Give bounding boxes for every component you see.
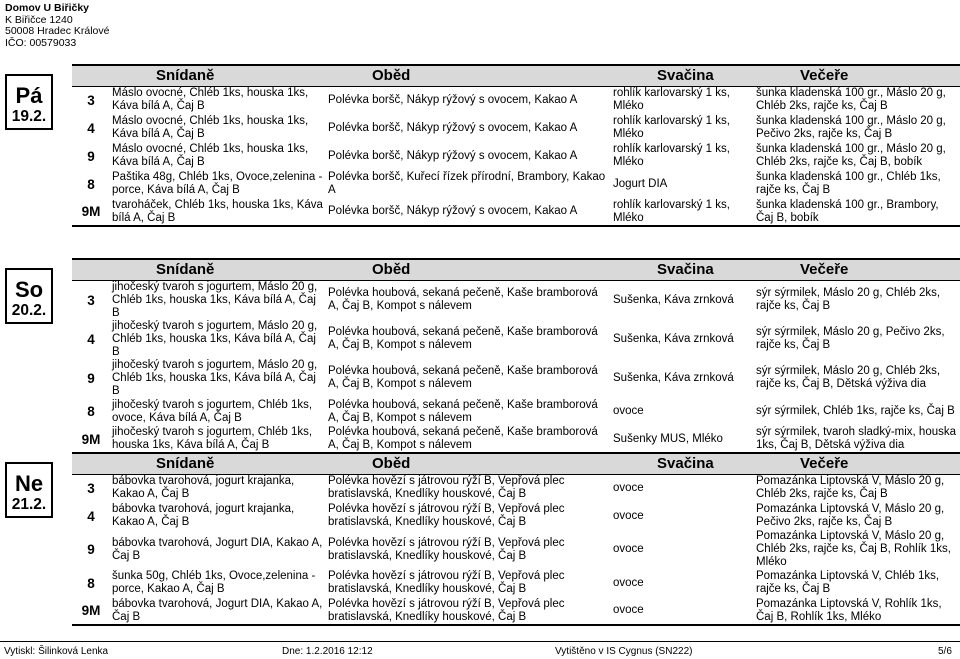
meal-obed: Polévka houbová, sekaná pečeně, Kaše bramborová A, Čaj B, Kompot s nálevem	[326, 426, 611, 454]
meal-snidane: jihočeský tvaroh s jogurtem, Máslo 20 g, Chléb 1ks, houska 1ks, Káva bílá A, Čaj B	[112, 319, 318, 358]
table-header-row	[72, 65, 960, 86]
diet-code: 8	[87, 575, 95, 591]
day-label	[5, 462, 53, 518]
meal-svacina: Sušenky MUS, Mléko	[611, 426, 754, 454]
meal-svacina: Sušenka, Káva zrnková	[613, 293, 734, 306]
meal-vecere: šunka kladenská 100 gr., Máslo 20 g, Chléb 2ks, rajče ks, Čaj B, bobík	[756, 143, 946, 168]
diet-code: 4	[87, 508, 95, 524]
table-row	[72, 359, 960, 398]
day-name: Ne	[14, 471, 44, 496]
meal-vecere: Pomazánka Liptovská V, Máslo 20 g, Chléb 2ks, rajče ks, Čaj B, Rohlík 1ks, Mléko	[756, 530, 951, 568]
header-code-cell	[72, 453, 110, 474]
meal-vecere: Pomazánka Liptovská V, Máslo 20 g, Chléb 2ks, rajče ks, Čaj B	[756, 475, 945, 501]
page-footer	[0, 641, 960, 659]
meal-obed: Polévka hovězí s játrovou rýží B, Vepřová plec bratislavská, Knedlíky houskové, Čaj B	[326, 597, 611, 625]
meal-obed: Polévka hovězí s játrovou rýží B, Vepřová plec bratislavská, Knedlíky houskové, Čaj B	[328, 503, 565, 528]
column-header: Večeře	[754, 259, 960, 280]
meal-vecere: Pomazánka Liptovská V, Chléb 1ks, rajče ks, Čaj B	[756, 570, 940, 595]
diet-code: 9	[87, 148, 95, 164]
diet-code: 3	[87, 292, 95, 308]
column-header: Oběd	[326, 453, 611, 474]
meal-svacina: ovoce	[611, 597, 754, 625]
meal-obed: Polévka houbová, sekaná pečeně, Kaše bramborová A, Čaj B, Kompot s nálevem	[328, 326, 598, 351]
table-header-row	[72, 259, 960, 280]
day-name: Pá	[15, 83, 43, 108]
diet-code: 3	[87, 480, 95, 496]
meal-vecere: šunka kladenská 100 gr., Brambory, Čaj B, bobík	[754, 198, 960, 226]
diet-code: 8	[87, 176, 95, 192]
table-row	[72, 474, 960, 502]
meal-obed: Polévka hovězí s játrovou rýží B, Vepřová plec bratislavská, Knedlíky houskové, Čaj B	[328, 570, 565, 595]
meal-obed: Polévka houbová, sekaná pečeně, Kaše bramborová A, Čaj B, Kompot s nálevem	[328, 365, 598, 390]
meal-snidane: Máslo ovocné, Chléb 1ks, houska 1ks, Káva bílá A, Čaj B	[112, 143, 309, 168]
column-header: Snídaně	[110, 453, 326, 474]
menu-table	[72, 64, 960, 227]
meal-obed: Polévka boršč, Kuřecí řízek přírodní, Brambory, Kakao A	[328, 171, 606, 196]
diet-code: 3	[87, 92, 95, 108]
column-header: Svačina	[611, 65, 754, 86]
meal-vecere: sýr sýrmilek, tvaroh sladký-mix, houska 1ks, Čaj B, Dětská výživa dia	[754, 426, 960, 454]
day-date: 21.2.	[11, 496, 47, 513]
meal-obed: Polévka hovězí s játrovou rýží B, Vepřová plec bratislavská, Knedlíky houskové, Čaj B	[328, 536, 565, 562]
day-label	[5, 268, 53, 324]
footer-page-number: 5/6	[938, 646, 952, 657]
meal-snidane: jihočeský tvaroh s jogurtem, Máslo 20 g, Chléb 1ks, houska 1ks, Káva bílá A, Čaj B	[112, 358, 318, 397]
meal-snidane: Máslo ovocné, Chléb 1ks, houska 1ks, Káva bílá A, Čaj B	[112, 115, 309, 140]
meal-obed: Polévka hovězí s játrovou rýží B, Vepřová plec bratislavská, Knedlíky houskové, Čaj B	[328, 475, 565, 501]
table-header-row	[72, 453, 960, 474]
table-row	[72, 170, 960, 198]
meal-svacina: ovoce	[613, 405, 644, 417]
table-row	[72, 398, 960, 426]
column-header: Svačina	[611, 259, 754, 280]
menu-table	[72, 258, 960, 455]
meal-vecere: sýr sýrmilek, Máslo 20 g, Chléb 2ks, rajče ks, Čaj B	[756, 287, 941, 312]
diet-code: 9	[87, 370, 95, 386]
day-label	[5, 74, 53, 130]
meal-snidane: bábovka tvarohová, Jogurt DIA, Kakao A, Čaj B	[110, 597, 326, 625]
header-code-cell	[72, 65, 110, 86]
footer-date: Dne: 1.2.2016 12:12	[282, 646, 373, 657]
meal-svacina: ovoce	[613, 576, 644, 589]
footer-printed-by: Vytiskl: Šilinková Lenka	[4, 646, 109, 657]
organization-ico: IČO: 00579033	[5, 36, 77, 49]
table-row	[72, 280, 960, 320]
meal-svacina: rohlík karlovarský 1 ks, Mléko	[613, 115, 730, 140]
meal-svacina: Jogurt DIA	[613, 177, 668, 190]
table-row	[72, 426, 960, 454]
meal-vecere: šunka kladenská 100 gr., Chléb 1ks, rajče ks, Čaj B	[756, 171, 941, 196]
diet-code: 4	[87, 120, 95, 136]
meal-snidane: Paštika 48g, Chléb 1ks, Ovoce,zelenina - porce, Káva bílá A, Čaj B	[112, 171, 323, 196]
meal-vecere: šunka kladenská 100 gr., Máslo 20 g, Pečivo 2ks, rajče ks, Čaj B	[756, 115, 946, 140]
organization-street: K Biřičce 1240	[5, 13, 73, 26]
meal-svacina: ovoce	[613, 509, 644, 522]
column-header: Snídaně	[110, 259, 326, 280]
table-row	[72, 114, 960, 142]
footer-system: Vytištěno v IS Cygnus (SN222)	[555, 646, 693, 657]
header-code-cell	[72, 259, 110, 280]
meal-snidane: tvaroháček, Chléb 1ks, houska 1ks, Káva bílá A, Čaj B	[110, 198, 326, 226]
meal-svacina: ovoce	[613, 481, 644, 494]
diet-code: 9M	[72, 597, 110, 625]
meal-obed: Polévka boršč, Nákyp rýžový s ovocem, Kakao A	[328, 93, 578, 106]
column-header: Večeře	[754, 453, 960, 474]
meal-obed: Polévka houbová, sekaná pečeně, Kaše bramborová A, Čaj B, Kompot s nálevem	[328, 398, 598, 424]
meal-vecere: sýr sýrmilek, Chléb 1ks, rajče ks, Čaj B	[756, 405, 955, 417]
meal-snidane: jihočeský tvaroh s jogurtem, Chléb 1ks, ovoce, Káva bílá A, Čaj B	[112, 398, 313, 424]
table-row	[72, 530, 960, 569]
diet-code: 9M	[72, 198, 110, 226]
column-header: Večeře	[754, 65, 960, 86]
meal-svacina: ovoce	[613, 543, 644, 555]
meal-snidane: bábovka tvarohová, jogurt krajanka, Kakao A, Čaj B	[112, 475, 295, 501]
day-date: 19.2.	[11, 108, 47, 125]
column-header: Svačina	[611, 453, 754, 474]
table-row	[72, 320, 960, 359]
meal-svacina: rohlík karlovarský 1 ks, Mléko	[613, 143, 730, 168]
meal-svacina: rohlík karlovarský 1 ks, Mléko	[611, 198, 754, 226]
organization-name: Domov U Biřičky	[5, 2, 90, 14]
diet-code: 9M	[72, 426, 110, 454]
table-row	[72, 502, 960, 530]
menu-table	[72, 452, 960, 626]
diet-code: 4	[87, 331, 95, 347]
day-name: So	[14, 277, 44, 302]
day-date: 20.2.	[11, 302, 47, 319]
meal-snidane: šunka 50g, Chléb 1ks, Ovoce,zelenina - porce, Kakao A, Čaj B	[112, 570, 316, 595]
diet-code: 8	[87, 404, 95, 419]
meal-vecere: sýr sýrmilek, Máslo 20 g, Pečivo 2ks, rajče ks, Čaj B	[756, 326, 945, 351]
meal-vecere: Pomazánka Liptovská V, Máslo 20 g, Pečivo 2ks, rajče ks, Čaj B	[756, 503, 945, 528]
table-row	[72, 198, 960, 226]
meal-snidane: jihočeský tvaroh s jogurtem, Máslo 20 g, Chléb 1ks, houska 1ks, Káva bílá A, Čaj B	[112, 280, 318, 319]
column-header: Snídaně	[110, 65, 326, 86]
meal-vecere: šunka kladenská 100 gr., Máslo 20 g, Chléb 2ks, rajče ks, Čaj B	[756, 87, 946, 113]
table-row	[72, 597, 960, 625]
table-row	[72, 142, 960, 170]
meal-vecere: Pomazánka Liptovská V, Rohlík 1ks, Čaj B, Rohlík 1ks, Mléko	[754, 597, 960, 625]
column-header: Oběd	[326, 65, 611, 86]
meal-snidane: jihočeský tvaroh s jogurtem, Chléb 1ks, houska 1ks, Káva bílá A, Čaj B	[110, 426, 326, 454]
meal-obed: Polévka boršč, Nákyp rýžový s ovocem, Kakao A	[326, 198, 611, 226]
column-header: Oběd	[326, 259, 611, 280]
meal-svacina: rohlík karlovarský 1 ks, Mléko	[613, 87, 730, 113]
meal-snidane: bábovka tvarohová, jogurt krajanka, Kakao A, Čaj B	[112, 503, 295, 528]
meal-svacina: Sušenka, Káva zrnková	[613, 371, 734, 384]
meal-svacina: Sušenka, Káva zrnková	[613, 332, 734, 345]
meal-obed: Polévka boršč, Nákyp rýžový s ovocem, Kakao A	[328, 121, 578, 134]
table-row	[72, 569, 960, 597]
meal-snidane: bábovka tvarohová, Jogurt DIA, Kakao A, Čaj B	[112, 536, 323, 562]
meal-snidane: Máslo ovocné, Chléb 1ks, houska 1ks, Káva bílá A, Čaj B	[112, 87, 309, 113]
meal-vecere: sýr sýrmilek, Máslo 20 g, Chléb 2ks, rajče ks, Čaj B, Dětská výživa dia	[756, 365, 941, 390]
organization-header	[5, 3, 109, 49]
meal-obed: Polévka houbová, sekaná pečeně, Kaše bramborová A, Čaj B, Kompot s nálevem	[328, 287, 598, 312]
table-row	[72, 86, 960, 114]
meal-obed: Polévka boršč, Nákyp rýžový s ovocem, Kakao A	[328, 149, 578, 162]
organization-city: 50008 Hradec Králové	[5, 25, 110, 37]
diet-code: 9	[87, 542, 95, 557]
